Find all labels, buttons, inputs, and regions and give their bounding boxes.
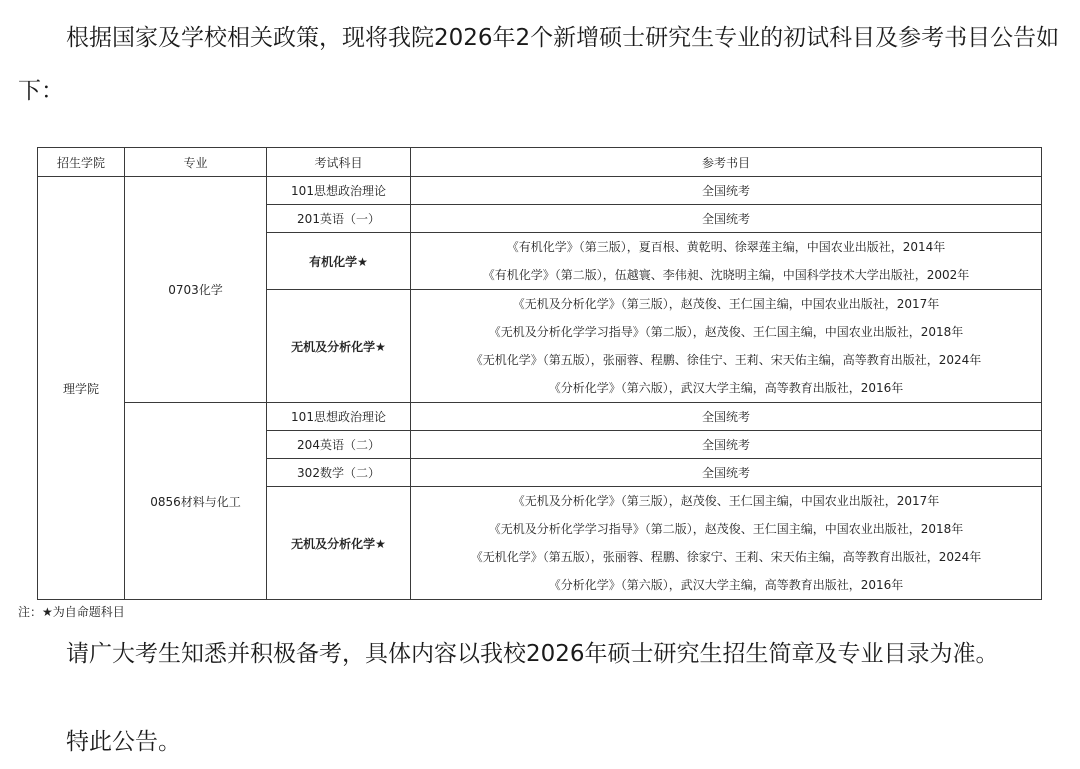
header-major: 专业: [125, 148, 267, 177]
books-cell: 全国统考: [411, 459, 1042, 487]
table-row: [38, 177, 1042, 205]
subject-cell: 无机及分析化学★: [267, 290, 411, 403]
book-line: 《分析化学》（第六版），武汉大学主编，高等教育出版社，2016年: [548, 381, 904, 395]
intro-paragraph: [18, 12, 1070, 118]
intro-text: 根据国家及学校相关政策，现将我院2026年2个新增硕士研究生专业的初试科目及参考书目公告如下：: [18, 25, 1060, 104]
closing-paragraph: [18, 716, 1070, 769]
books-cell: 全国统考: [411, 205, 1042, 233]
books-cell: [411, 487, 1042, 600]
exam-subjects-table: [37, 147, 1042, 600]
outro-text: 请广大考生知悉并积极备考，具体内容以我校2026年硕士研究生招生简章及专业目录为准。: [66, 641, 999, 667]
book-line: 《无机化学》（第五版），张丽蓉、程鹏、徐家宁、王莉、宋天佑主编，高等教育出版社，2024年: [470, 550, 982, 564]
book-line: 《无机及分析化学》（第三版），赵茂俊、王仁国主编，中国农业出版社，2017年: [512, 494, 940, 508]
books-cell: [411, 233, 1042, 290]
header-college: 招生学院: [38, 148, 125, 177]
books-cell: [411, 290, 1042, 403]
books-cell: 全国统考: [411, 403, 1042, 431]
table-header-row: [38, 148, 1042, 177]
subject-cell: 201英语（一）: [267, 205, 411, 233]
book-line: 《无机及分析化学学习指导》（第二版），赵茂俊、王仁国主编，中国农业出版社，2018年: [488, 522, 964, 536]
subject-cell: 101思想政治理论: [267, 177, 411, 205]
college-cell: 理学院: [38, 177, 125, 600]
subject-cell: 302数学（二）: [267, 459, 411, 487]
book-line: 《无机及分析化学》（第三版），赵茂俊、王仁国主编，中国农业出版社，2017年: [512, 297, 940, 311]
book-line: 《无机化学》（第五版），张丽蓉、程鹏、徐佳宁、王莉、宋天佑主编，高等教育出版社，2024年: [470, 353, 982, 367]
major-cell: 0703化学: [125, 177, 267, 403]
book-line: 《有机化学》（第二版），伍越寰、李伟昶、沈晓明主编，中国科学技术大学出版社，2002年: [482, 268, 970, 282]
outro-paragraph: [18, 638, 1070, 671]
table-note: 注：★为自命题科目: [18, 605, 125, 619]
subject-cell: 101思想政治理论: [267, 403, 411, 431]
header-subject: 考试科目: [267, 148, 411, 177]
books-cell: 全国统考: [411, 431, 1042, 459]
subject-cell: 有机化学★: [267, 233, 411, 290]
subject-cell: 无机及分析化学★: [267, 487, 411, 600]
header-books: 参考书目: [411, 148, 1042, 177]
major-cell: 0856材料与化工: [125, 403, 267, 600]
subject-cell: 204英语（二）: [267, 431, 411, 459]
book-line: 《有机化学》（第三版），夏百根、黄乾明、徐翠莲主编，中国农业出版社，2014年: [506, 240, 946, 254]
book-line: 《分析化学》（第六版），武汉大学主编，高等教育出版社，2016年: [548, 578, 904, 592]
book-line: 《无机及分析化学学习指导》（第二版），赵茂俊、王仁国主编，中国农业出版社，2018年: [488, 325, 964, 339]
table-row: [38, 403, 1042, 431]
books-cell: 全国统考: [411, 177, 1042, 205]
closing-text: 特此公告。: [66, 729, 181, 755]
